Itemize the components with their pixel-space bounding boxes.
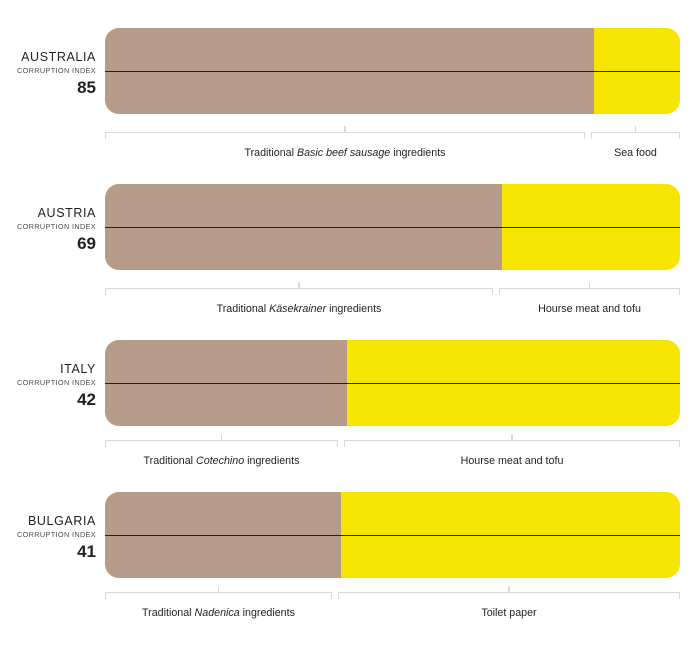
bar-ruler: [105, 383, 680, 384]
brace-left-italy: [105, 434, 338, 447]
caption-text-em: Käsekrainer: [269, 303, 327, 315]
country-value: 41: [77, 542, 96, 561]
brace-right-australia: [591, 126, 680, 139]
bar-ruler: [105, 71, 680, 72]
bar-bulgaria: [105, 492, 680, 578]
bar-ruler: [105, 535, 680, 536]
brace-left-austria: [105, 282, 493, 295]
caption-text-em: Nadenica: [194, 607, 240, 619]
country-subtitle: CORRUPTION INDEX: [17, 222, 96, 231]
caption-right-bulgaria: Toilet paper: [481, 607, 537, 619]
brace-right-bulgaria: [338, 586, 680, 599]
bar-ruler: [105, 227, 680, 228]
caption-left-australia: [105, 146, 585, 160]
caption-text-post: ingredients: [239, 607, 295, 619]
country-value: 69: [77, 234, 96, 253]
caption-text-em: Cotechino: [196, 455, 245, 467]
country-value: 42: [77, 390, 96, 409]
caption-text-em: Basic beef sausage: [296, 147, 391, 159]
caption-text-post: ingredients: [326, 303, 382, 315]
row-label-block: [0, 206, 96, 254]
caption-left-bulgaria: [100, 606, 337, 620]
brace-right-austria: [499, 282, 680, 295]
caption-text-post: ingredients: [244, 455, 300, 467]
caption-text-pre: Traditional: [143, 455, 197, 467]
caption-text-pre: Traditional: [142, 607, 195, 619]
caption-text-post: ingredients: [390, 147, 446, 159]
row-label-block: [0, 514, 96, 562]
country-name: AUSTRIA: [37, 206, 96, 220]
caption-text-pre: Traditional: [216, 303, 270, 315]
country-subtitle: CORRUPTION INDEX: [17, 530, 96, 539]
country-value: 85: [77, 78, 96, 97]
row-label-block: [0, 362, 96, 410]
bar-austria: [105, 184, 680, 270]
country-name: ITALY: [60, 362, 96, 376]
caption-right-australia: Sea food: [614, 147, 657, 159]
caption-text-pre: Traditional: [244, 147, 297, 159]
country-subtitle: CORRUPTION INDEX: [17, 378, 96, 387]
bar-australia: [105, 28, 680, 114]
row-label-block: [0, 50, 96, 98]
brace-right-italy: [344, 434, 680, 447]
country-name: BULGARIA: [27, 514, 96, 528]
country-name: AUSTRALIA: [21, 50, 96, 64]
caption-right-austria: Hourse meat and tofu: [538, 303, 641, 315]
brace-left-australia: [105, 126, 585, 139]
caption-left-austria: [105, 302, 493, 316]
country-subtitle: CORRUPTION INDEX: [17, 66, 96, 75]
bar-italy: [105, 340, 680, 426]
brace-left-bulgaria: [105, 586, 332, 599]
caption-left-italy: [100, 454, 343, 468]
caption-right-italy: Hourse meat and tofu: [460, 455, 564, 467]
